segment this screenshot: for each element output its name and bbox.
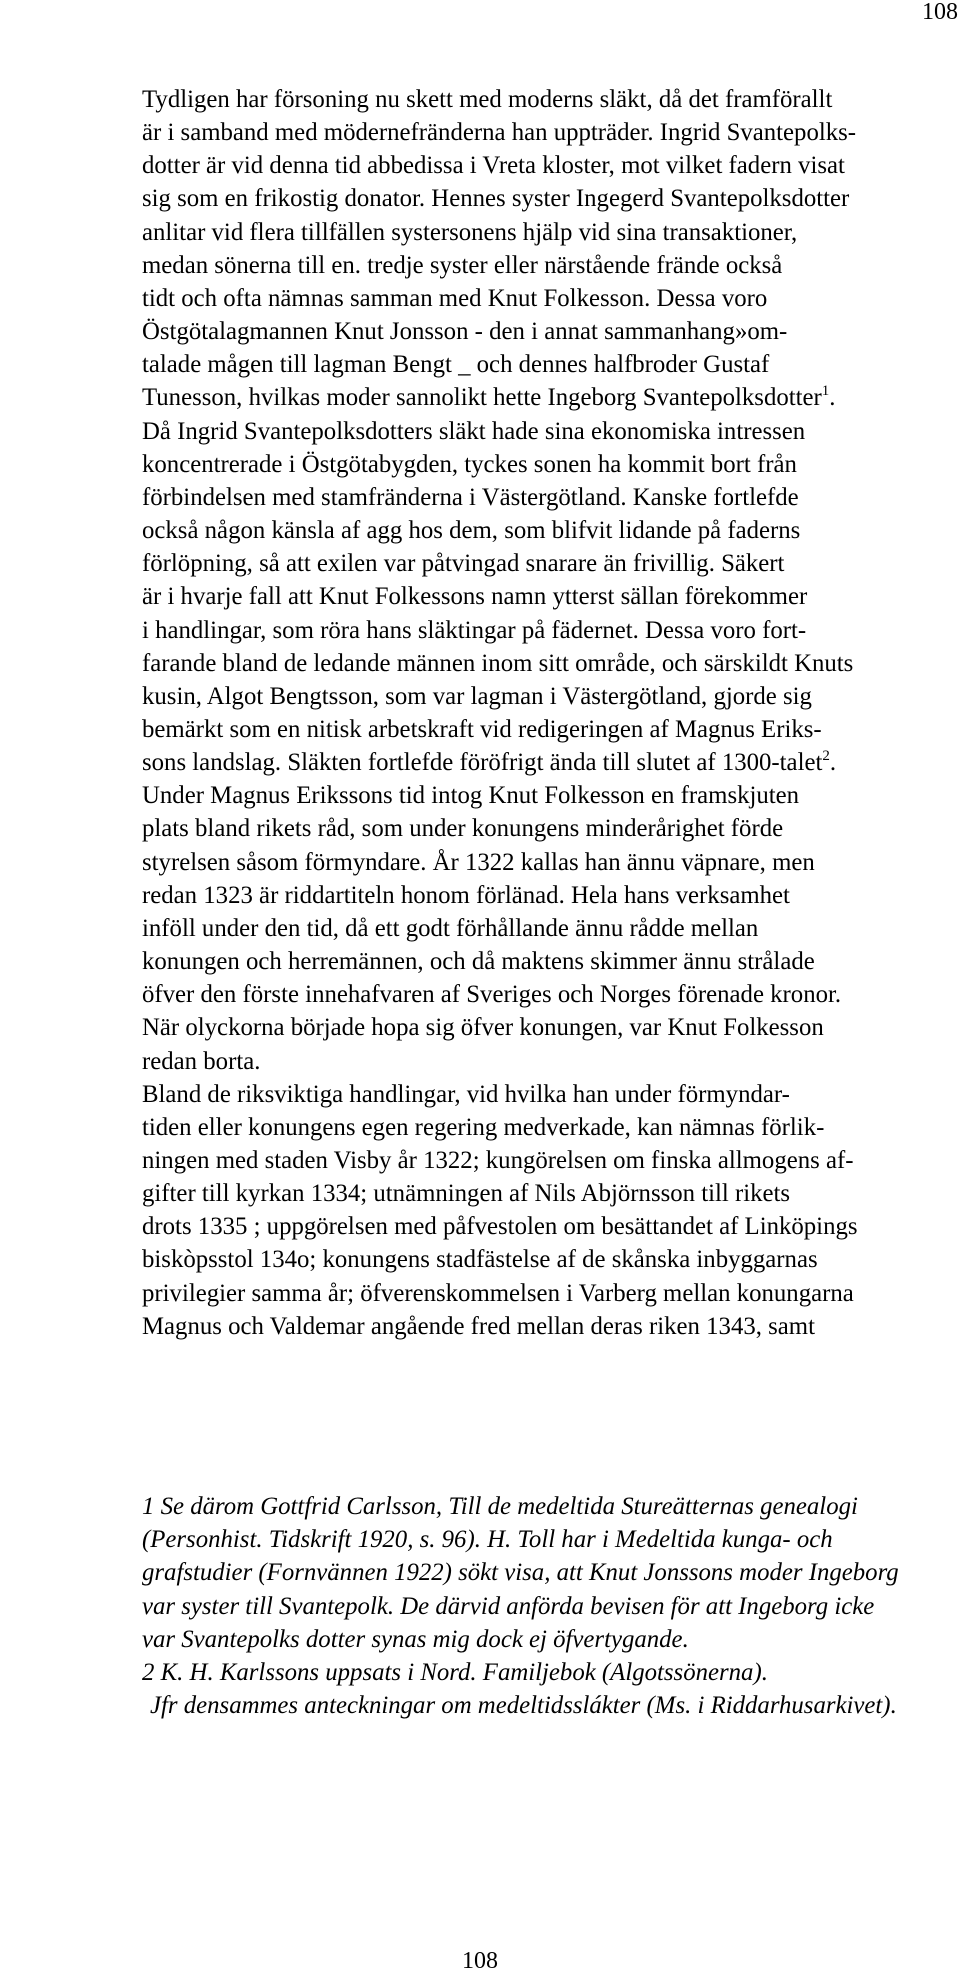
text-line: Tunesson, hvilkas moder sannolikt hette Ingeborg Svantepolksdotter bbox=[142, 384, 822, 412]
text-line: Under Magnus Erikssons tid intog Knut Folkesson en framskjuten bbox=[142, 782, 800, 810]
text-line: Bland de riksviktiga handlingar, vid hvilka han under förmyndar- bbox=[142, 1080, 790, 1108]
text-line: Östgötalagmannen Knut Jonsson - den i annat sammanhang»om- bbox=[142, 318, 788, 346]
text-line: redan 1323 är riddartiteln honom förlänad. Hela hans verksamhet bbox=[142, 881, 790, 909]
footnote-line: 2 K. H. Karlssons uppsats i Nord. Familjebok (Algotssönerna). bbox=[142, 1659, 768, 1687]
text-line: plats bland rikets råd, som under konungens minderårighet förde bbox=[142, 815, 784, 843]
text-line: inföll under den tid, då ett godt förhållande ännu rådde mellan bbox=[142, 914, 759, 942]
text-line: öfver den förste innehafvaren af Sveriges och Norges förenade kronor. bbox=[142, 981, 842, 1009]
text-line: När olyckorna började hopa sig öfver konungen, var Knut Folkesson bbox=[142, 1014, 824, 1042]
text-line: också någon känsla af agg hos dem, som blifvit lidande på faderns bbox=[142, 517, 801, 545]
text-line: konungen och herremännen, och då maktens skimmer ännu strålade bbox=[142, 948, 815, 976]
text-line: Då Ingrid Svantepolksdotters släkt hade sina ekonomiska intressen bbox=[142, 417, 806, 445]
text-line: förbindelsen med stamfränderna i Västergötland. Kanske fortlefde bbox=[142, 483, 799, 511]
text-line: medan sönerna till en. tredje syster eller närstående frände också bbox=[142, 251, 783, 279]
text-line: styrelsen såsom förmyndare. År 1322 kallas han ännu väpnare, men bbox=[142, 848, 815, 876]
text-line: ningen med staden Visby år 1322; kungörelsen om finska allmogens af- bbox=[142, 1147, 854, 1174]
text-line: bemärkt som en nitisk arbetskraft vid redigeringen af Magnus Eriks- bbox=[142, 715, 822, 743]
footnote-line: Jfr densammes anteckningar om medeltidsslákter (Ms. i Riddarhusarkivet). bbox=[150, 1692, 897, 1720]
footnote-line: (Personhist. Tidskrift 1920, s. 96). H. Toll har i Medeltida kunga- och bbox=[142, 1526, 833, 1554]
page-number-top: 108 bbox=[922, 0, 958, 25]
text-line: farande bland de ledande männen inom sitt område, och särskildt Knuts bbox=[142, 649, 854, 677]
text-line: Magnus och Valdemar angående fred mellan deras riken 1343, samt bbox=[142, 1312, 815, 1340]
body-text bbox=[142, 83, 942, 1343]
text-line: redan borta. bbox=[142, 1047, 261, 1075]
text-line: kusin, Algot Bengtsson, som var lagman i Västergötland, gjorde sig bbox=[142, 682, 812, 710]
text-line-with-footnote-2 bbox=[142, 746, 942, 779]
footnote-ref-1: 1 bbox=[821, 383, 830, 400]
text-line: förlöpning, så att exilen var påtvingad snarare än frivillig. Säkert bbox=[142, 550, 785, 578]
text-line: tidt och ofta nämnas samman med Knut Folkesson. Dessa voro bbox=[142, 284, 768, 312]
footnote-ref-2: 2 bbox=[822, 748, 830, 765]
page-number-bottom: 108 bbox=[462, 1948, 498, 1974]
text-line: sons landslag. Släkten fortlefde föröfrigt ända till slutet af 1300-talet bbox=[142, 749, 823, 777]
punctuation: . bbox=[829, 749, 837, 777]
text-line: tiden eller konungens egen regering medverkade, kan nämnas förlik- bbox=[142, 1113, 825, 1141]
text-line: anlitar vid flera tillfällen systersonens hjälp vid sina transaktioner, bbox=[142, 218, 798, 246]
text-line: talade mågen till lagman Bengt _ och dennes halfbroder Gustaf bbox=[142, 351, 770, 379]
footnote-line: 1 Se därom Gottfrid Carlsson, Till de medeltida Stureätternas genealogi bbox=[142, 1493, 858, 1520]
footnote-line: var syster till Svantepolk. De därvid anförda bevisen för att Ingeborg icke bbox=[142, 1592, 875, 1620]
text-line: gifter till kyrkan 1334; utnämningen af Nils Abjörnsson till rikets bbox=[142, 1180, 791, 1208]
text-line: är i hvarje fall att Knut Folkessons namn ytterst sällan förekommer bbox=[142, 583, 808, 611]
text-line: koncentrerade i Östgötabygden, tyckes sonen ha kommit bort från bbox=[142, 450, 797, 478]
footnotes bbox=[142, 1490, 942, 1722]
footnote-line: grafstudier (Fornvännen 1922) sökt visa, att Knut Jonssons moder Ingeborg bbox=[142, 1559, 899, 1587]
footnote-line: var Svantepolks dotter synas mig dock ej öfvertygande. bbox=[142, 1625, 689, 1653]
text-line-with-footnote-1 bbox=[142, 381, 942, 414]
text-line: är i samband med mödernefränderna han uppträder. Ingrid Svantepolks- bbox=[142, 119, 857, 147]
punctuation: . bbox=[829, 384, 836, 412]
text-line: privilegier samma år; öfverenskommelsen i Varberg mellan konungarna bbox=[142, 1279, 854, 1307]
text-line: drots 1335 ; uppgörelsen med påfvestolen om besättandet af Linköpings bbox=[142, 1213, 858, 1241]
text-line: i handlingar, som röra hans släktingar på fädernet. Dessa voro fort- bbox=[142, 616, 807, 644]
text-line: sig som en frikostig donator. Hennes syster Ingegerd Svantepolksdotter bbox=[142, 185, 850, 213]
text-line: dotter är vid denna tid abbedissa i Vreta kloster, mot vilket fadern visat bbox=[142, 152, 845, 180]
text-line: Tydligen har försoning nu skett med moderns släkt, då det framförallt bbox=[142, 86, 833, 113]
text-line: biskòpsstol 134o; konungens stadfästelse af de skånska inbyggarnas bbox=[142, 1246, 818, 1274]
